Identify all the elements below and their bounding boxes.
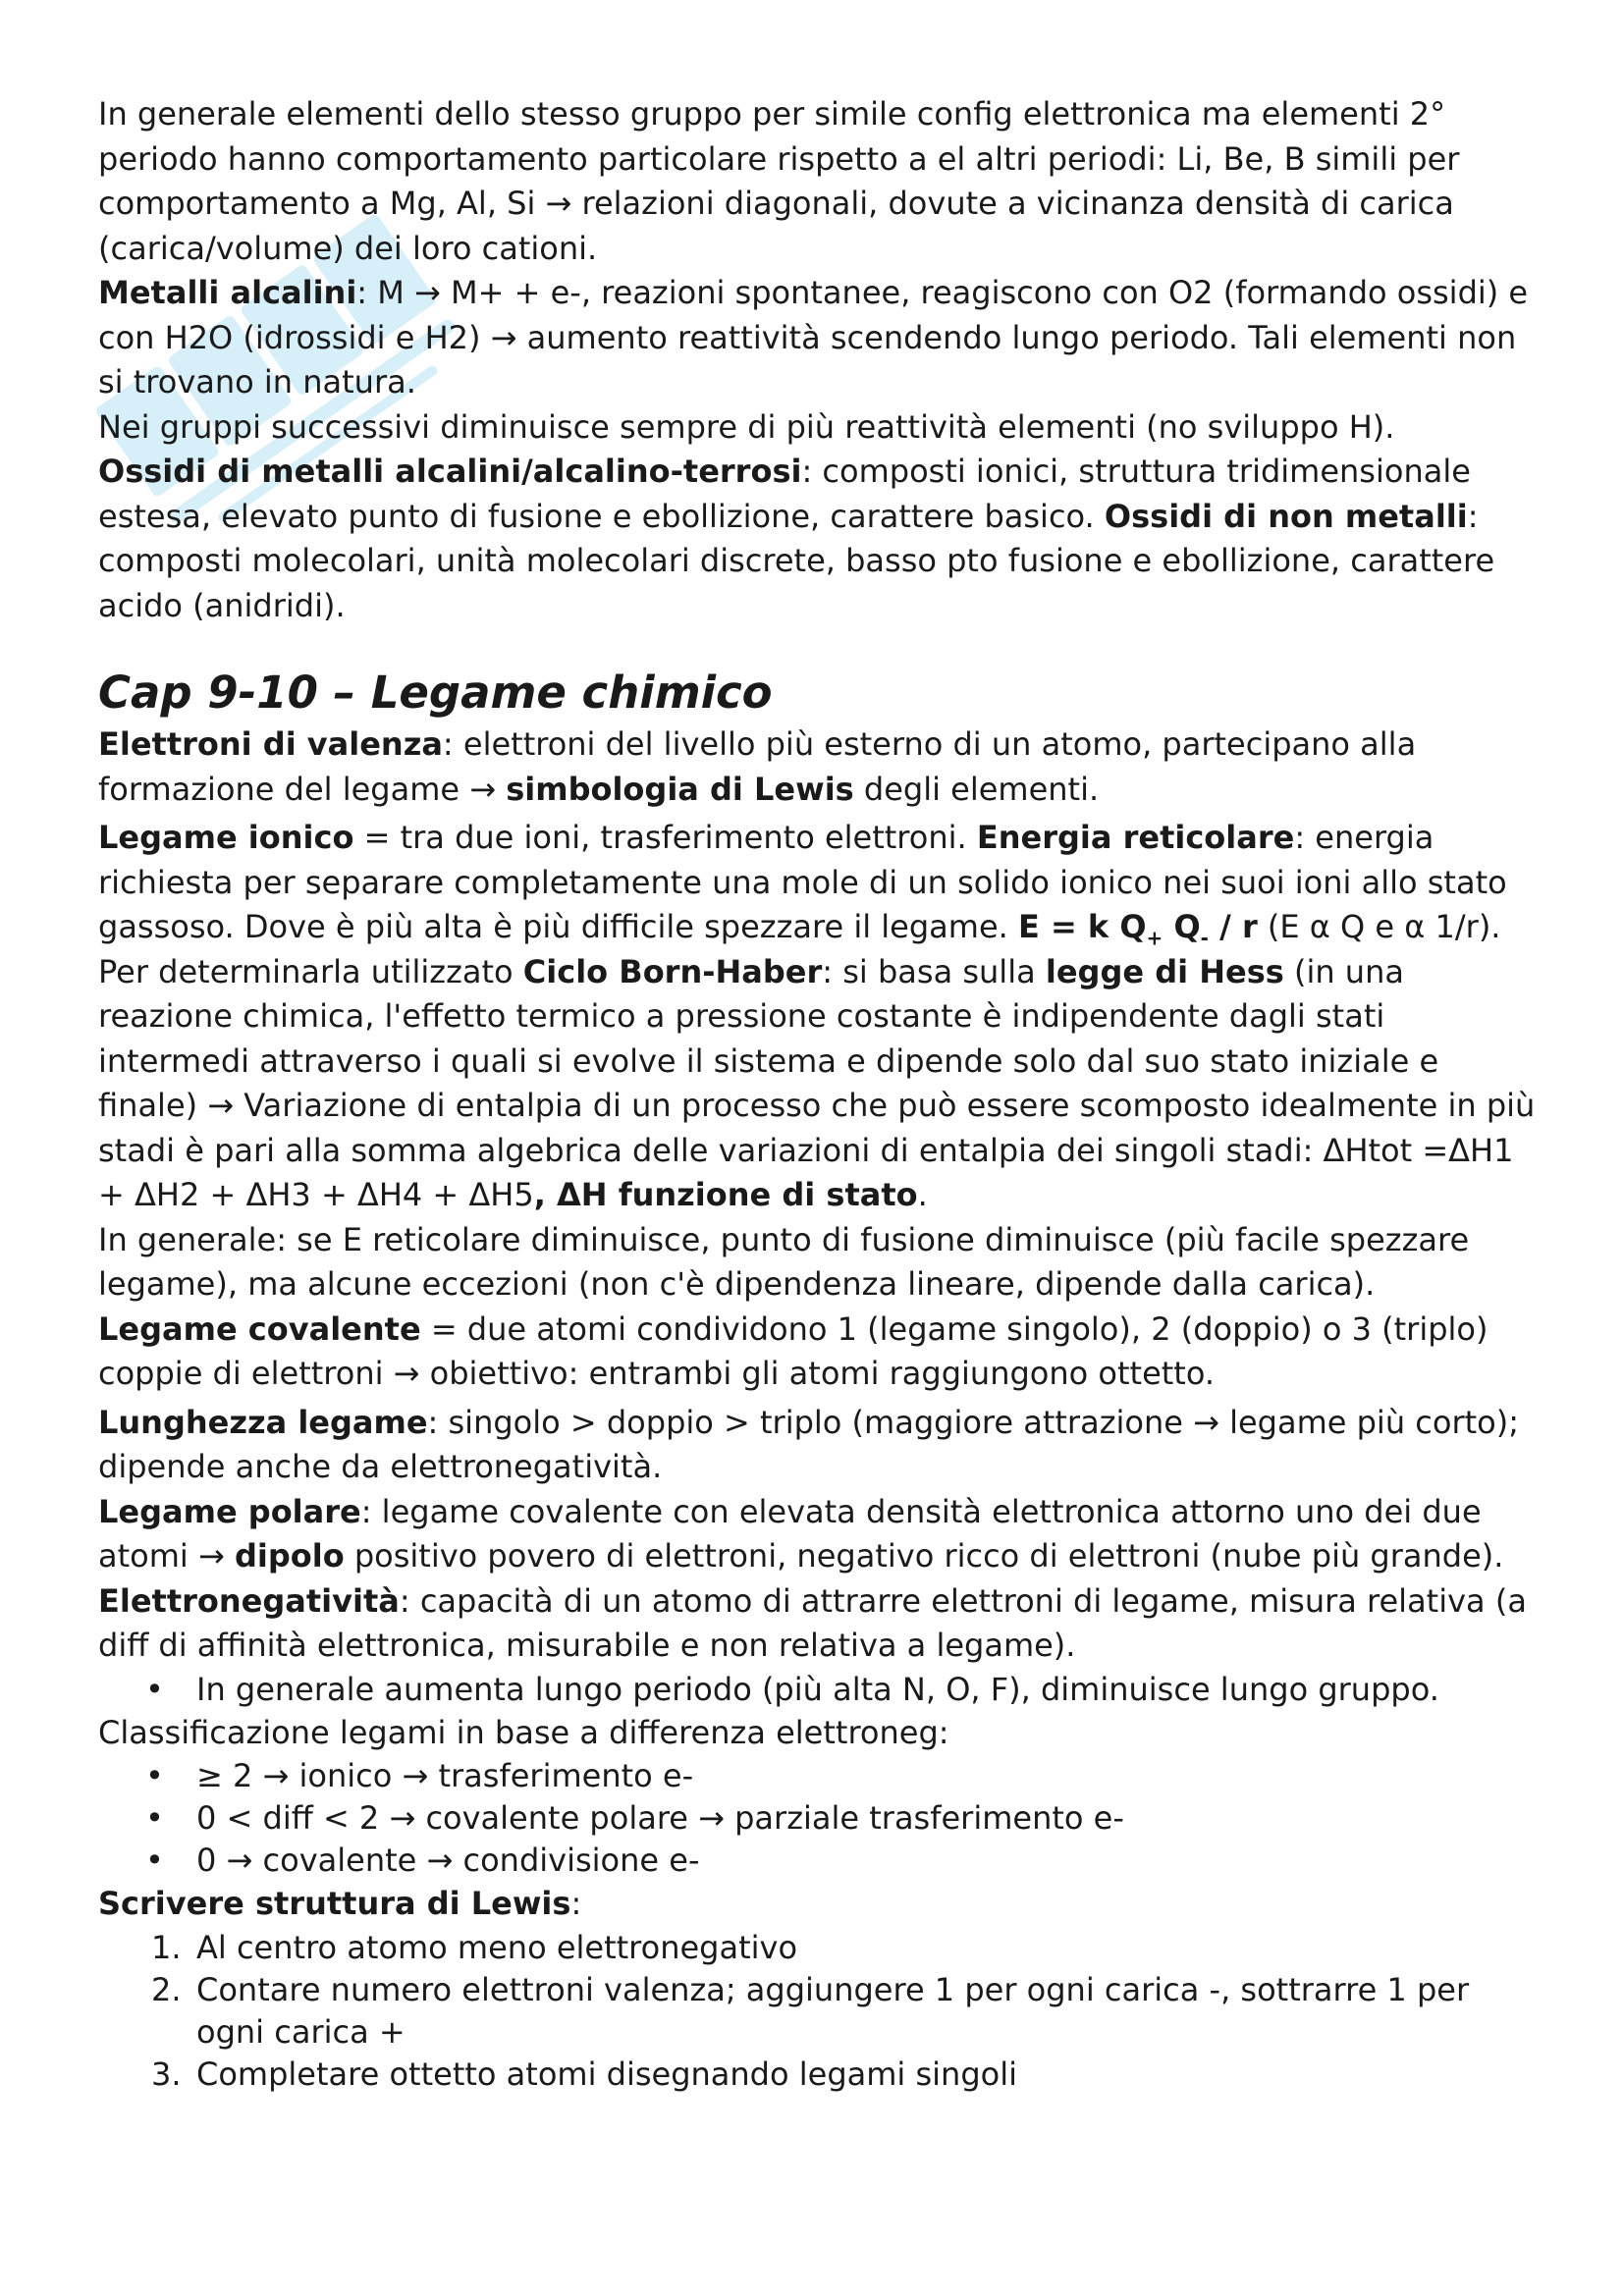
classification-intro: Classificazione legami in base a differenza elettroneg:	[98, 1713, 949, 1751]
lewis-symbols-term: simbologia di Lewis	[506, 770, 854, 808]
polar-bond-paragraph: Legame polare: legame covalente con elevata densità elettronica attorno uno dei due atomi → dipolo positivo povero di elettroni, negativo ricco di elettroni (nube più grande).	[98, 1492, 1504, 1575]
ionic-bond-term: Legame ionico	[98, 819, 354, 856]
bond-length-term: Lunghezza legame	[98, 1403, 428, 1441]
nonmetal-oxides-term: Ossidi di non metalli	[1104, 497, 1468, 535]
list-item: 1. Al centro atomo meno elettronegativo	[151, 1928, 798, 1966]
document-body	[98, 92, 1542, 2096]
chapter-heading: Cap 9-10 – Legame chimico	[98, 667, 773, 719]
lewis-structure-term: Scrivere struttura di Lewis	[98, 1885, 571, 1922]
electronegativity-list	[98, 1669, 1542, 1711]
reactivity-paragraph: Nei gruppi successivi diminuisce sempre di più reattività elementi (no sviluppo H).	[98, 407, 1395, 446]
list-item: • 0 → covalente → condivisione e-	[145, 1840, 1542, 1882]
lewis-structure-heading: Scrivere struttura di Lewis:	[98, 1885, 582, 1922]
list-item: 2. Contare numero elettroni valenza; aggiungere 1 per ogni carica -, sottrarre 1 per ogni carica +	[151, 1970, 1470, 2051]
bond-length-paragraph: Lunghezza legame: singolo > doppio > triplo (maggiore attrazione → legame più corto); dipende anche da elettronegatività.	[98, 1403, 1519, 1485]
valence-paragraph: Elettroni di valenza: elettroni del livello più esterno di un atomo, partecipano alla formazione del legame → simbologia di Lewis degli elementi.	[98, 725, 1417, 808]
covalent-bond-term: Legame covalente	[98, 1309, 421, 1348]
polar-bond-term: Legame polare	[98, 1492, 361, 1530]
dipole-term: dipolo	[234, 1537, 345, 1575]
list-item: • 0 < diff < 2 → covalente polare → parziale trasferimento e-	[145, 1797, 1542, 1840]
covalent-bond-paragraph: Legame covalente = due atomi condividono 1 (legame singolo), 2 (doppio) o 3 (triplo) coppie di elettroni → obiettivo: entrambi gli atomi raggiungono ottetto.	[98, 1309, 1488, 1392]
alkali-metals-term: Metalli alcalini	[98, 274, 357, 311]
list-item: 3. Completare ottetto atomi disegnando legami singoli	[151, 2055, 1017, 2093]
list-item: • ≥ 2 → ionico → trasferimento e-	[145, 1755, 1542, 1797]
alkali-metals-paragraph: Metalli alcalini: M → M+ + e-, reazioni spontanee, reagiscono con O2 (formando ossidi) e con H2O (idrossidi e H2) → aumento reattività scendendo lungo periodo. Tali elementi non si trovano in natura.	[98, 274, 1529, 400]
classification-list	[98, 1755, 1542, 1882]
intro-paragraph: In generale elementi dello stesso gruppo per simile config elettronica ma elementi 2° periodo hanno comportamento particolare rispetto a el altri periodi: Li, Be, B simili per comportamento a Mg, Al, Si → relazioni diagonali, dovute a vicinanza densità di carica (carica/volume) dei loro cationi.	[98, 95, 1460, 267]
born-haber-term: Ciclo Born-Haber	[522, 952, 823, 990]
list-item: • In generale aumenta lungo periodo (più alta N, O, F), diminuisce lungo gruppo.	[145, 1669, 1542, 1711]
lewis-steps-list	[98, 1927, 1542, 2096]
oxides-paragraph: Ossidi di metalli alcalini/alcalino-terrosi: composti ionici, struttura tridimensionale estesa, elevato punto di fusione e ebollizione, carattere basico. Ossidi di non metalli: composti molecolari, unità molecolari discrete, basso pto fusione e ebollizione, carattere acido (anidridi).	[98, 453, 1495, 624]
general-paragraph: In generale: se E reticolare diminuisce, punto di fusione diminuisce (più facile spezzare legame), ma alcune eccezioni (non c'è dipendenza lineare, dipende dalla carica).	[98, 1220, 1470, 1303]
state-function-term: , ΔH funzione di stato	[533, 1176, 918, 1213]
lattice-energy-term: Energia reticolare	[976, 819, 1295, 856]
hess-law-term: legge di Hess	[1045, 952, 1284, 990]
electronegativity-term: Elettronegatività	[98, 1581, 400, 1620]
electronegativity-paragraph: Elettronegatività: capacità di un atomo di attrarre elettroni di legame, misura relativa (a diff di affinità elettronica, misurabile e non relativa a legame).	[98, 1581, 1527, 1664]
valence-term: Elettroni di valenza	[98, 725, 443, 763]
lattice-formula: E = k $Q_+$ $Q_-$ / r	[1017, 908, 1258, 950]
oxides-term: Ossidi di metalli alcalini/alcalino-terrosi	[98, 453, 802, 490]
ionic-bond-paragraph: Legame ionico = tra due ioni, trasferimento elettroni. Energia reticolare: energia richiesta per separare completamente una mole di un solido ionico nei suoi ioni allo stato gassoso. Dove è più alta è più difficile spezzare il legame. E = k $Q_+$ $Q_-$ / r (E α Q e α 1/r). Per determinarla utilizzato Ciclo Born-Haber: si basa sulla legge di Hess (in una reazione chimica, l'effetto termico a pressione costante è indipendente dagli stati intermedi attraverso i quali si evolve il sistema e dipende solo dal suo stato iniziale e finale) → Variazione di entalpia di un processo che può essere scomposto idealmente in più stadi è pari alla somma algebrica delle variazioni di entalpia dei singoli stadi: ΔHtot =ΔH1 + ΔH2 + ΔH3 + ΔH4 + ΔH5, ΔH funzione di stato.	[98, 819, 1536, 1213]
